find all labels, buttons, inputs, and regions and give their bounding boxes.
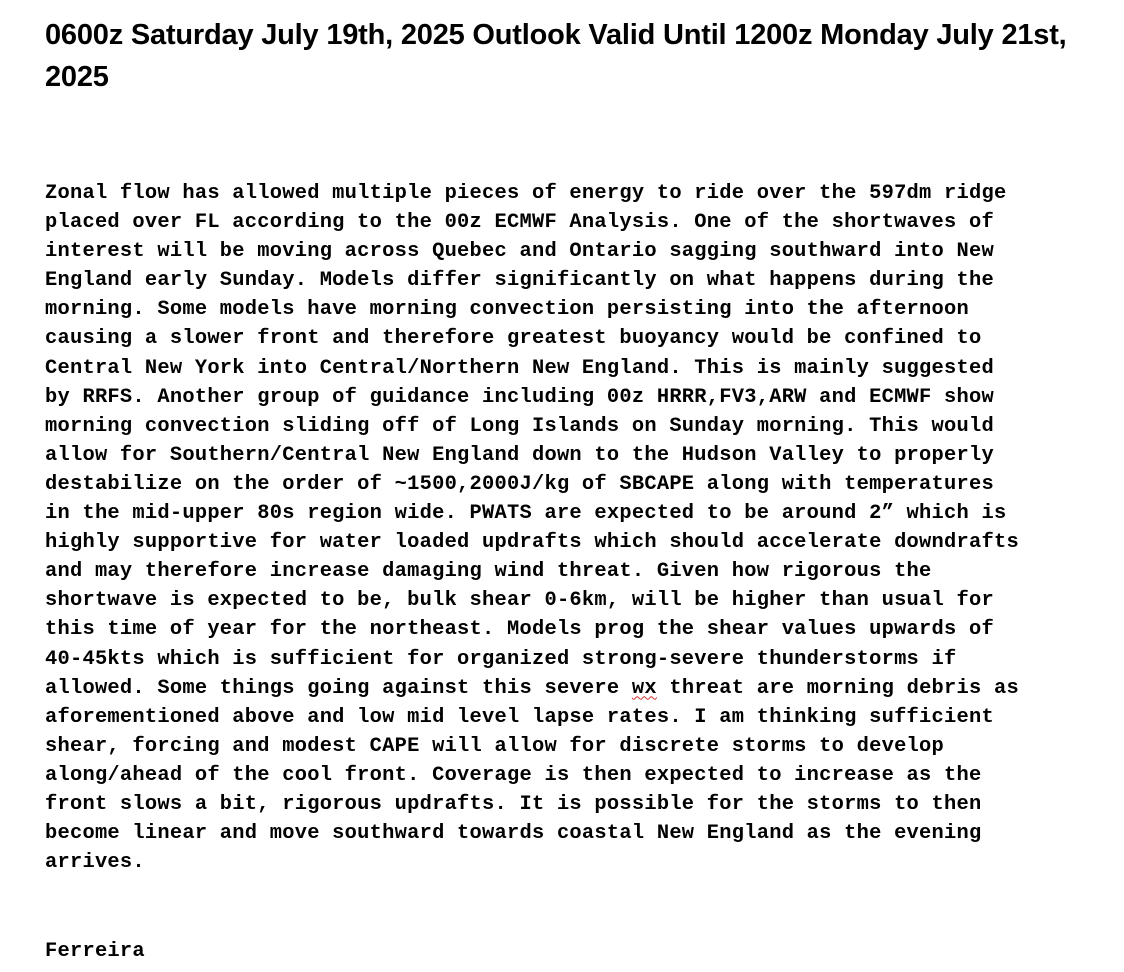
outlook-body xyxy=(45,179,1115,877)
body-line: Central New York into Central/Northern New England. This is mainly suggested xyxy=(45,356,994,380)
body-line: morning. Some models have morning convection persisting into the afternoon xyxy=(45,298,969,322)
body-line: England early Sunday. Models differ significantly on what happens during the xyxy=(45,269,994,293)
body-line-wx-start: allowed. Some things going against this severe xyxy=(45,676,632,700)
body-line: allow for Southern/Central New England down to the Hudson Valley to properly xyxy=(45,443,994,467)
body-line: by RRFS. Another group of guidance including 00z HRRR,FV3,ARW and ECMWF show xyxy=(45,385,994,409)
body-line: placed over FL according to the 00z ECMWF Analysis. One of the shortwaves of xyxy=(45,211,994,235)
body-line: arrives. xyxy=(45,851,145,875)
body-line: 40-45kts which is sufficient for organized strong-severe thunderstorms if xyxy=(45,647,957,671)
body-line-wx-end: threat are morning debris as xyxy=(656,676,1019,700)
body-line: this time of year for the northeast. Models prog the shear values upwards of xyxy=(45,618,994,642)
body-line: shear, forcing and modest CAPE will allow for discrete storms to develop xyxy=(45,734,945,758)
body-line: interest will be moving across Quebec and Ontario sagging southward into New xyxy=(45,240,994,264)
outlook-title: 0600z Saturday July 19th, 2025 Outlook Valid Until 1200z Monday July 21st, 2025 xyxy=(45,19,1067,93)
body-line: front slows a bit, rigorous updrafts. It is possible for the storms to then xyxy=(45,792,982,816)
body-line: causing a slower front and therefore greatest buoyancy would be confined to xyxy=(45,327,982,351)
body-line: in the mid-upper 80s region wide. PWATS are expected to be around 2” which is xyxy=(45,502,1007,526)
author-signature: Ferreira xyxy=(45,940,145,963)
body-line: along/ahead of the cool front. Coverage is then expected to increase as the xyxy=(45,763,982,787)
body-line: and may therefore increase damaging wind threat. Given how rigorous the xyxy=(45,560,932,584)
body-line: highly supportive for water loaded updrafts which should accelerate downdrafts xyxy=(45,531,1019,555)
body-line: aforementioned above and low mid level lapse rates. I am thinking sufficient xyxy=(45,705,994,729)
document-page xyxy=(45,0,1105,963)
body-line: shortwave is expected to be, bulk shear 0-6km, will be higher than usual for xyxy=(45,589,994,613)
body-line: Zonal flow has allowed multiple pieces of energy to ride over the 597dm ridge xyxy=(45,182,1007,205)
spellcheck-flagged-word[interactable]: wx xyxy=(631,676,657,700)
body-line: morning convection sliding off of Long Islands on Sunday morning. This would xyxy=(45,414,994,438)
body-line: become linear and move southward towards coastal New England as the evening xyxy=(45,822,982,846)
body-line: destabilize on the order of ~1500,2000J/kg of SBCAPE along with temperatures xyxy=(45,472,994,496)
